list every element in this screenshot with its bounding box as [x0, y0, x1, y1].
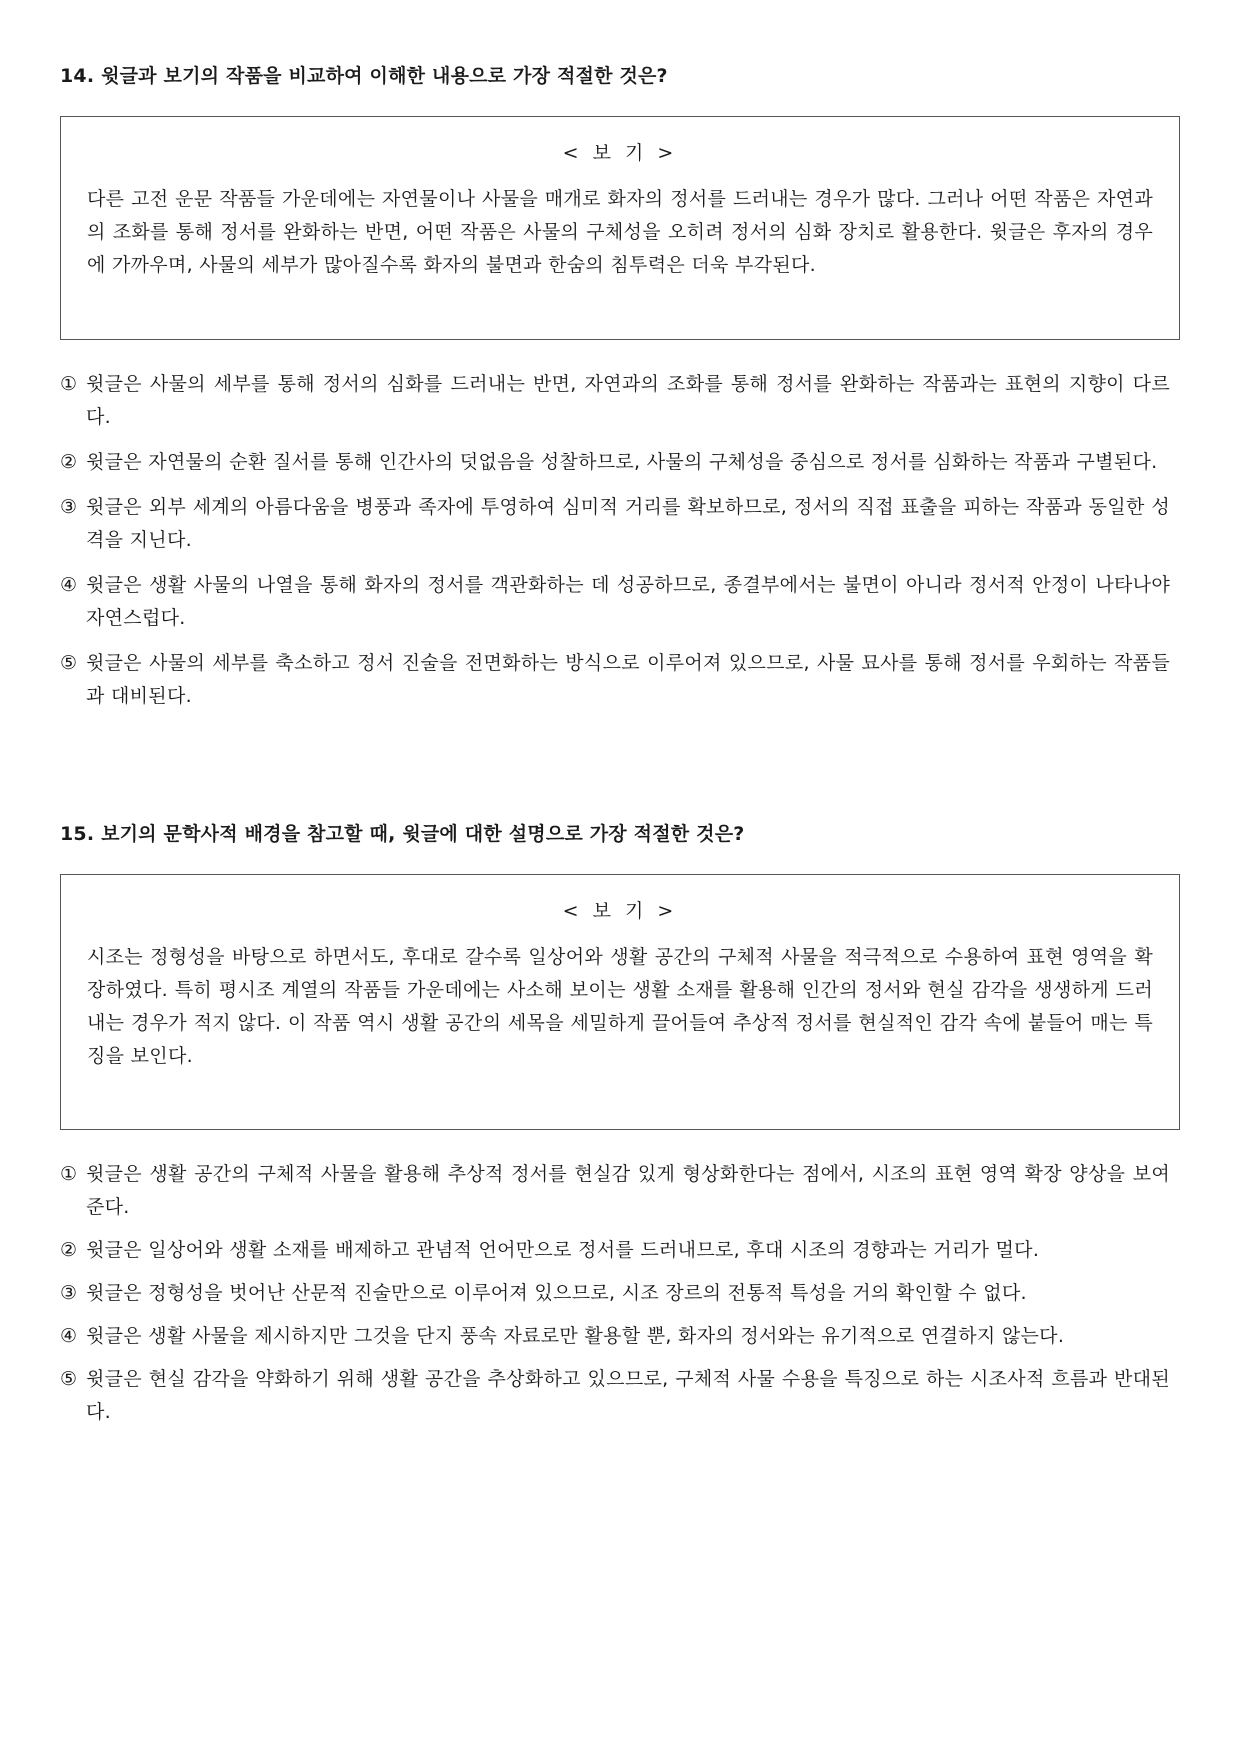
choice-item[interactable] — [60, 647, 1180, 713]
choice-item[interactable] — [60, 1363, 1180, 1429]
question-14 — [60, 62, 1180, 713]
bogi-box — [60, 874, 1180, 1130]
choice-number: ③ — [60, 1282, 78, 1304]
choice-item[interactable] — [60, 1320, 1180, 1353]
bogi-text: 다른 고전 운문 작품들 가운데에는 자연물이나 사물을 매개로 화자의 정서를 드러내는 경우가 많다. 그러나 어떤 작품은 자연과의 조화를 통해 정서를 완화하는 반면, 어떤 작품은 사물의 구체성을 오히려 정서의 심화 장치로 활용한다. 윗글은 후자의 경우에 가까우며, 사물의 세부가 많아질수록 화자의 불면과 한숨의 침투력은 더욱 부각된다. — [87, 188, 1153, 276]
choice-text: 윗글은 생활 사물을 제시하지만 그것을 단지 풍속 자료로만 활용할 뿐, 화자의 정서와는 유기적으로 연결하지 않는다. — [86, 1325, 1065, 1347]
choice-number: ① — [60, 1163, 78, 1185]
choice-item[interactable] — [60, 368, 1180, 434]
choice-item[interactable] — [60, 491, 1180, 557]
choice-text: 윗글은 사물의 세부를 축소하고 정서 진술을 전면화하는 방식으로 이루어져 있으므로, 사물 묘사를 통해 정서를 우회하는 작품들과 대비된다. — [86, 652, 1170, 707]
choice-number: ④ — [60, 1325, 78, 1347]
choice-text: 윗글은 외부 세계의 아름다움을 병풍과 족자에 투영하여 심미적 거리를 확보하므로, 정서의 직접 표출을 피하는 작품과 동일한 성격을 지닌다. — [86, 496, 1170, 551]
choice-item[interactable] — [60, 1234, 1180, 1267]
choice-text: 윗글은 사물의 세부를 통해 정서의 심화를 드러내는 반면, 자연과의 조화를 통해 정서를 완화하는 작품과는 표현의 지향이 다르다. — [86, 373, 1170, 428]
choice-text: 윗글은 자연물의 순환 질서를 통해 인간사의 덧없음을 성찰하므로, 사물의 구체성을 중심으로 정서를 심화하는 작품과 구별된다. — [86, 451, 1158, 473]
choice-item[interactable] — [60, 1158, 1180, 1224]
bogi-header: < 보 기 > — [562, 142, 678, 164]
choice-number: ② — [60, 1239, 78, 1261]
choice-text: 윗글은 현실 감각을 약화하기 위해 생활 공간을 추상화하고 있으므로, 구체적 사물 수용을 특징으로 하는 시조사적 흐름과 반대된다. — [86, 1368, 1170, 1423]
choice-number: ④ — [60, 574, 78, 596]
bogi-header: < 보 기 > — [562, 900, 678, 922]
bogi-text: 시조는 정형성을 바탕으로 하면서도, 후대로 갈수록 일상어와 생활 공간의 구체적 사물을 적극적으로 수용하여 표현 영역을 확장하였다. 특히 평시조 계열의 작품들 가운데에는 사소해 보이는 생활 소재를 활용해 인간의 정서와 현실 감각을 생생하게 드러내는 경우가 적지 않다. 이 작품 역시 생활 공간의 세목을 세밀하게 끌어들여 추상적 정서를 현실적인 감각 속에 붙들어 매는 특징을 보인다. — [87, 946, 1153, 1067]
choice-list — [60, 368, 1180, 713]
choice-item[interactable] — [60, 446, 1180, 479]
choice-number: ⑤ — [60, 652, 78, 674]
choice-number: ③ — [60, 496, 78, 518]
choice-number: ① — [60, 373, 78, 395]
choice-text: 윗글은 생활 사물의 나열을 통해 화자의 정서를 객관화하는 데 성공하므로, 종결부에서는 불면이 아니라 정서적 안정이 나타나야 자연스럽다. — [86, 574, 1170, 629]
question-15 — [60, 820, 1180, 1429]
choice-number: ⑤ — [60, 1368, 78, 1390]
question-title: 14. 윗글과 보기의 작품을 비교하여 이해한 내용으로 가장 적절한 것은? — [60, 65, 668, 87]
choice-number: ② — [60, 451, 78, 473]
choice-text: 윗글은 일상어와 생활 소재를 배제하고 관념적 언어만으로 정서를 드러내므로, 후대 시조의 경향과는 거리가 멀다. — [86, 1239, 1040, 1261]
choice-list — [60, 1158, 1180, 1429]
choice-text: 윗글은 생활 공간의 구체적 사물을 활용해 추상적 정서를 현실감 있게 형상화한다는 점에서, 시조의 표현 영역 확장 양상을 보여 준다. — [86, 1163, 1170, 1218]
choice-item[interactable] — [60, 569, 1180, 635]
bogi-box — [60, 116, 1180, 340]
question-title: 15. 보기의 문학사적 배경을 참고할 때, 윗글에 대한 설명으로 가장 적절한 것은? — [60, 823, 745, 845]
choice-item[interactable] — [60, 1277, 1180, 1310]
choice-text: 윗글은 정형성을 벗어난 산문적 진술만으로 이루어져 있으므로, 시조 장르의 전통적 특성을 거의 확인할 수 없다. — [86, 1282, 1027, 1304]
